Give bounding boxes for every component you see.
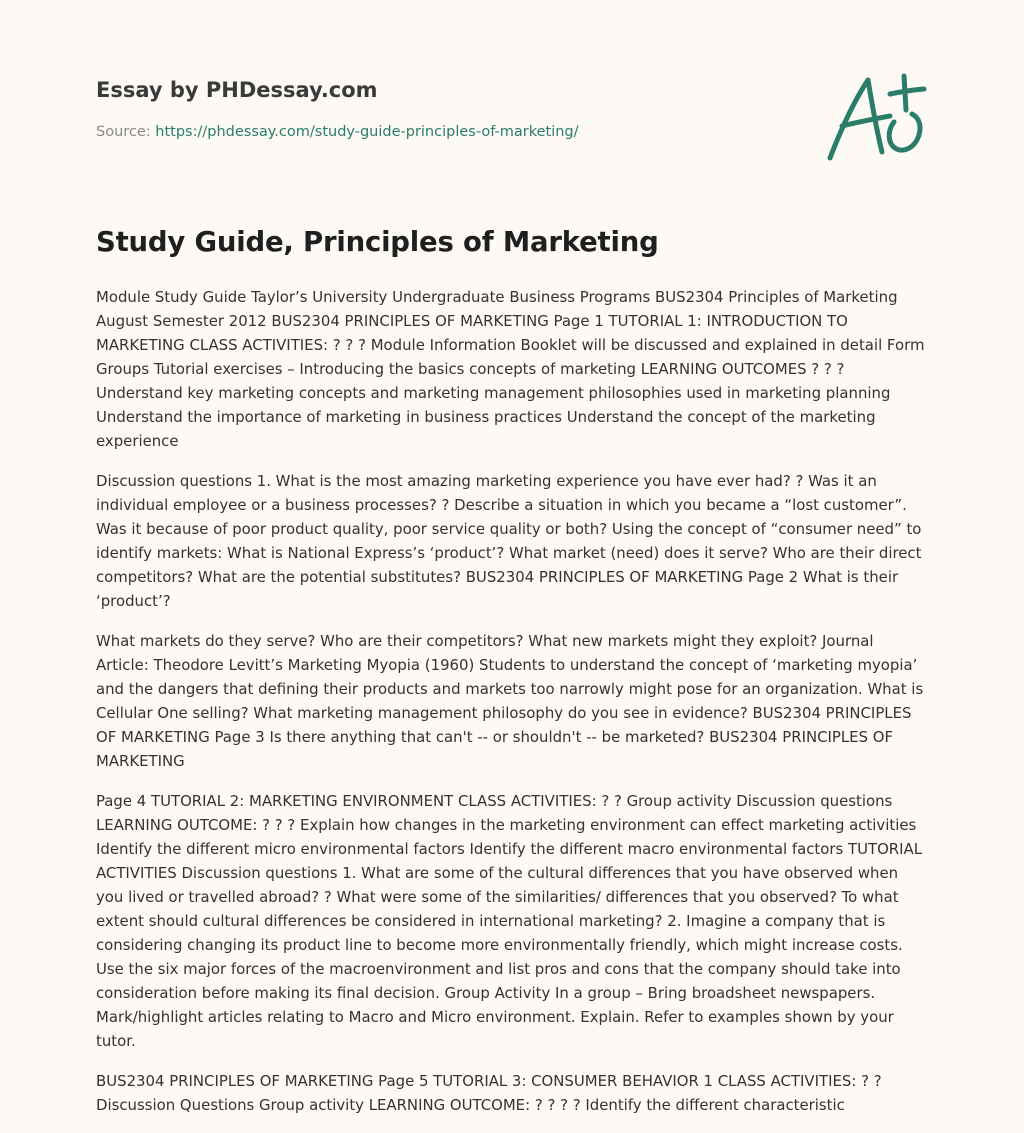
- a-plus-logo-icon: [824, 70, 928, 162]
- article-paragraph: Discussion questions 1. What is the most amazing marketing experience you have ever had? ? Was it an individual employee or a business processes? ? Describe a situation in which you became a “lost customer”. Was it because of poor product quality, poor service quality or both? Using the concept of “consumer need” to identify markets: What is National Express’s ‘product’? What market (need) does it serve? Who are their direct competitors? What are the potential substitutes? BUS2304 PRINCIPLES OF MARKETING Page 2 What is their ‘product’?: [96, 472, 922, 610]
- source-label: Source:: [96, 124, 156, 140]
- article-paragraph: Page 4 TUTORIAL 2: MARKETING ENVIRONMENT CLASS ACTIVITIES: ? ? Group activity Discussion questions LEARNING OUTCOME: ? ? ? Explain how changes in the marketing environment can effect marketing activities Identify the different micro environmental factors Identify the different macro environmental factors TUTORIAL ACTIVITIES Discussion questions 1. What are some of the cultural differences that you have observed when you lived or travelled abroad? ? What were some of the similarities/ differences that you observed? To what extent should cultural differences be considered in international marketing? 2. Imagine a company that is considering changing its product line to become more environmentally friendly, which might increase costs. Use the six major forces of the macroenvironment and list pros and cons that the company should take into consideration before making its final decision. Group Activity In a group – Bring broadsheet newspapers. Mark/highlight articles relating to Macro and Micro environment. Explain. Refer to examples shown by your tutor.: [96, 792, 923, 1050]
- page-header: [96, 0, 928, 190]
- article-paragraph: BUS2304 PRINCIPLES OF MARKETING Page 5 TUTORIAL 3: CONSUMER BEHAVIOR 1 CLASS ACTIVITIES: ? ? Discussion Questions Group activity LEARNING OUTCOME: ? ? ? ? Identify the different characteristic: [96, 1072, 882, 1114]
- source-line: [96, 124, 579, 140]
- source-link[interactable]: https://phdessay.com/study-guide-principles-of-marketing/: [155, 124, 579, 140]
- article-paragraph: Module Study Guide Taylor’s University Undergraduate Business Programs BUS2304 Principles of Marketing August Semester 2012 BUS2304 PRINCIPLES OF MARKETING Page 1 TUTORIAL 1: INTRODUCTION TO MARKETING CLASS ACTIVITIES: ? ? ? Module Information Booklet will be discussed and explained in detail Form Groups Tutorial exercises – Introducing the basics concepts of marketing LEARNING OUTCOMES ? ? ? Understand key marketing concepts and marketing management philosophies used in marketing planning Understand the importance of marketing in business practices Understand the concept of the marketing experience: [96, 288, 925, 450]
- article-paragraph: What markets do they serve? Who are their competitors? What new markets might they exploit? Journal Article: Theodore Levitt’s Marketing Myopia (1960) Students to understand the concept of ‘marketing myopia’ and the dangers that defining their products and markets too narrowly might pose for an organization. What is Cellular One selling? What marketing management philosophy do you see in evidence? BUS2304 PRINCIPLES OF MARKETING Page 3 Is there anything that can't -- or shouldn't -- be marketed? BUS2304 PRINCIPLES OF MARKETING: [96, 632, 924, 770]
- document-page: [96, 0, 928, 1114]
- article-title: Study Guide, Principles of Marketing: [96, 226, 659, 258]
- article-body: [96, 285, 928, 1133]
- site-brand: Essay by PHDessay.com: [96, 78, 378, 102]
